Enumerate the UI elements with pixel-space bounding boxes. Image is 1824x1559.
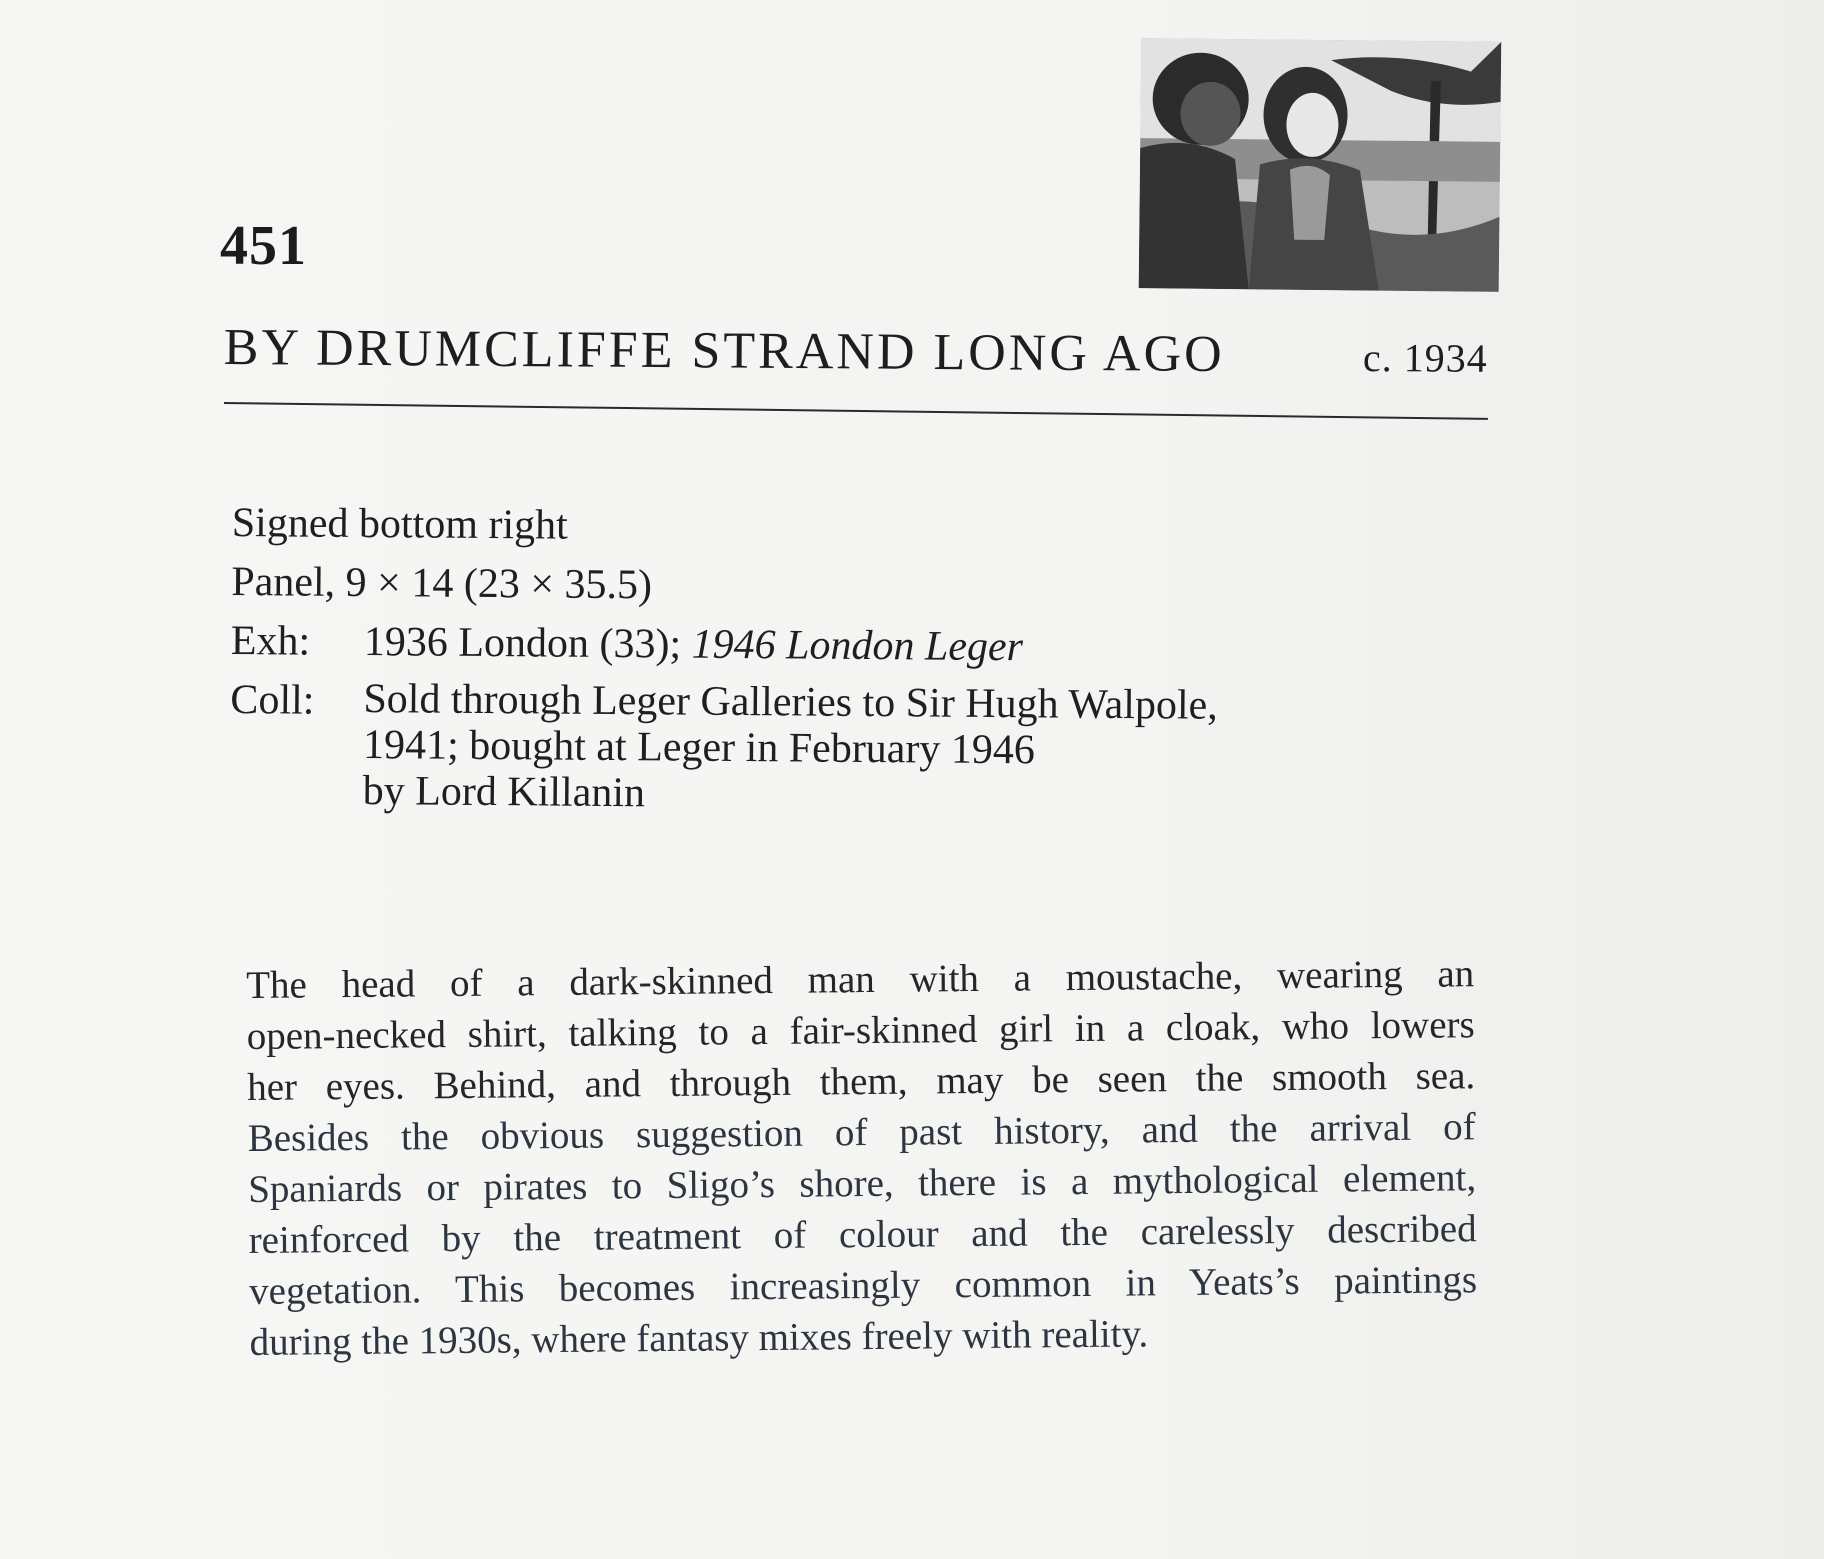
description-line: open-necked shirt, talking to a fair-skinned girl in a cloak, who lowers bbox=[246, 1003, 1475, 1058]
entry-title-row bbox=[224, 318, 1488, 397]
entry-details bbox=[230, 498, 1332, 822]
exhibition-label: Exh: bbox=[230, 617, 311, 665]
description-line: Spaniards or pirates to Sligo’s shore, there is a mythological element, bbox=[247, 1156, 1477, 1211]
collection-lines bbox=[363, 676, 1218, 821]
exhibition-value-italic: 1946 London Leger bbox=[691, 621, 1024, 671]
description-line: her eyes. Behind, and through them, may be seen the smooth sea. bbox=[247, 1054, 1476, 1109]
description-line: reinforced by the treatment of colour and the carelessly described bbox=[248, 1207, 1477, 1262]
description-line: during the 1930s, where fantasy mixes freely with reality. bbox=[249, 1312, 1149, 1364]
painting-thumbnail bbox=[1139, 38, 1502, 292]
catalogue-number: 451 bbox=[220, 215, 307, 277]
collection-label: Coll: bbox=[230, 676, 315, 724]
exhibition-line bbox=[231, 616, 1331, 675]
collection-line: 1941; bought at Leger in February 1946 bbox=[362, 722, 1036, 774]
description-line: The head of a dark-skinned man with a moustache, wearing an bbox=[246, 952, 1475, 1007]
signed-line: Signed bottom right bbox=[231, 499, 568, 549]
collection-line: Sold through Leger Galleries to Sir Hugh Walpole, bbox=[363, 676, 1218, 729]
entry-date: c. 1934 bbox=[1362, 334, 1488, 381]
collection-block bbox=[230, 675, 1331, 822]
medium-line: Panel, 9 × 14 (23 × 35.5) bbox=[231, 558, 653, 609]
description-paragraph bbox=[246, 948, 1478, 1368]
entry-title: BY DRUMCLIFFE STRAND LONG AGO bbox=[223, 318, 1225, 383]
description-line: Besides the obvious suggestion of past history, and the arrival of bbox=[247, 1105, 1476, 1160]
description-line: vegetation. This becomes increasingly common in Yeats’s paintings bbox=[248, 1258, 1478, 1313]
collection-line: by Lord Killanin bbox=[362, 768, 646, 817]
exhibition-value: 1936 London (33); bbox=[363, 619, 692, 668]
